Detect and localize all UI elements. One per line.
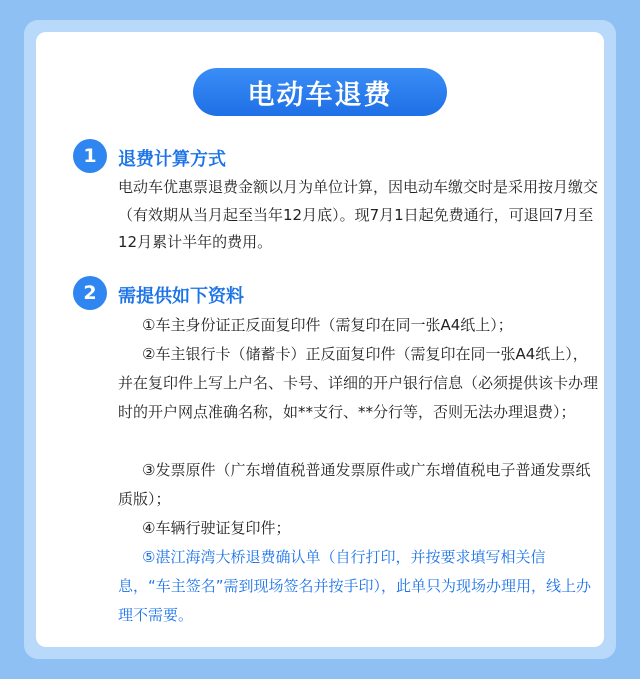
section-1-number-badge: 1 [73,139,107,173]
requirement-item-4: ④车辆行驶证复印件； [142,519,291,537]
page-title: 电动车退费 [193,68,447,116]
section-1-body: 电动车优惠票退费金额以月为单位计算，因电动车缴交时是采用按月缴交（有效期从当月起至当年12月底）。现7月1日起免费通行，可退回7月至12月累计半年的费用。 [118,178,599,251]
section-2-number-badge: 2 [73,276,107,310]
requirement-item-3: ③发票原件（广东增值税普通发票原件或广东增值税电子普通发票纸质版）； [118,461,591,508]
section-1-heading: 退费计算方式 [118,149,226,170]
section-2-heading: 需提供如下资料 [118,286,244,307]
requirement-item-1: ①车主身份证正反面复印件（需复印在同一张A4纸上）； [142,316,513,334]
requirement-item-5: ⑤湛江海湾大桥退费确认单（自行打印，并按要求填写相关信息，“车主签名”需到现场签名并按手印），此单只为现场办理用，线上办理不需要。 [118,548,592,624]
requirement-item-2: ②车主银行卡（储蓄卡）正反面复印件（需复印在同一张A4纸上），并在复印件上写上户名、卡号、详细的开户银行信息（必须提供该卡办理时的开户网点准确名称，如**支行、**分行等，否则无法办理退费）； [118,345,599,421]
